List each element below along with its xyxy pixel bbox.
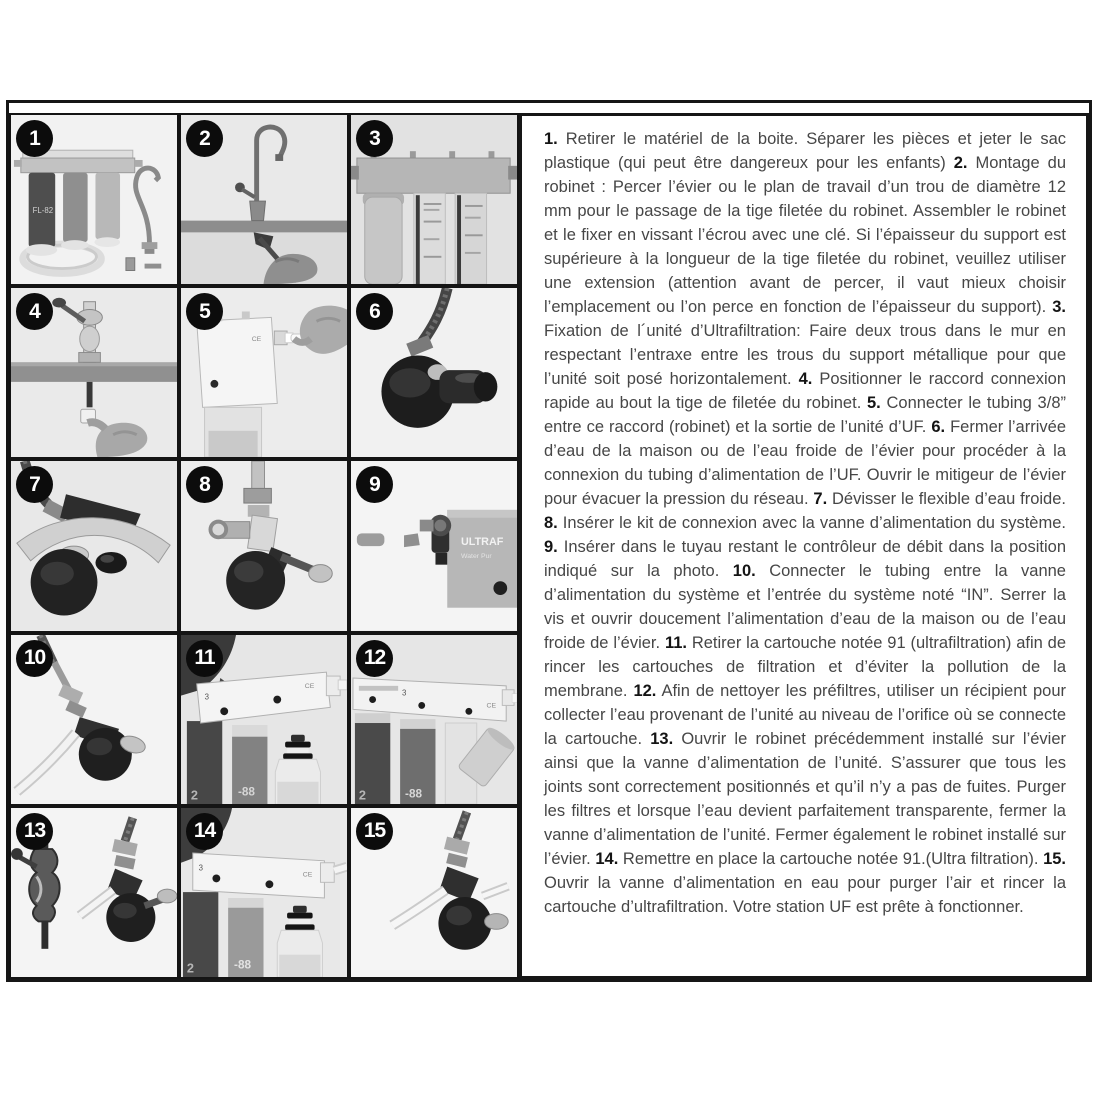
step-number-badge: 12 [356, 640, 393, 677]
unit-brand-label: ULTRAF [461, 536, 504, 549]
instructions-text: 1. Retirer le matériel de la boite. Séparer les pièces et jeter le sac plastique (qui peut être dangereux pour les enfants) 2. Montage du robinet : Percer l’évier ou le plan de travail d’un trou de diamètre 12 mm pour le passage de la tige filetée du robinet. Assembler le robinet et le fixer en vissant l’écrou avec une clé. Si l’épaisseur du support est supérieure à la longueur de la tige filetée du robinet, veuillez utiliser une extension (attention avant de percer, il vaut mieux choisir l’emplacement ou l’on perce en fonction de l’épaisseur du support). 3. Fixation de l´unité d’Ultrafiltration: Faire deux trous dans le mur en respectant l’entraxe entre les trous du support métallique pour que l’unité soit posé horizontalement. 4. Positionner le raccord connexion rapide au bout la tige de filetée du robinet. 5. Connecter le tubing 3/8” entre ce raccord (robinet) et la sortie de l’unité d’UF. 6. Fermer l’arrivée d’eau de la maison ou de l’eau froide de l’évier pour procéder à la connexion du tubing d’alimentation de l’UF. Ouvrir le mitigeur de l’évier pour évacuer la pression du réseau. 7. Dévisser le flexible d’eau froide. 8. Insérer le kit de connexion avec la vanne d’alimentation du système. 9. Insérer dans le tuyau restant le contrôleur de débit dans la position indiqué sur la photo. 10. Connecter le tubing entre la vanne d’alimentation du système et l’entrée du système noté “IN”. Serrer la vis et ouvrir doucement l’alimentation d’eau de la maison ou de l’eau froide de l’évier. 11. Retirer la cartouche notée 91 (ultrafiltration) afin de rincer les cartouches de filtration et d’éviter la pollution de la membrane. 12. Afin de nettoyer les préfiltres, utiliser un récipient pour collecter l’eau provenant de l’unité au niveau de l’orifice où se connecte la cartouche. 13. Ouvrir le robinet précédemment installé sur l’évier ainsi que la vanne d’alimentation de l’unité. S’assurer que tous les joints sont correctement positionnés et qu’il n’y a pas de fuites. Purger les filtres et lorsque l’eau devient parfaitement transparente, fermer la vanne d’alimentation de l’unité. Fermer également le robinet installé sur l’évier. 14. Remettre en place la cartouche notée 91.(Ultra filtration). 15. Ouvrir la vanne d’alimentation en eau pour purger l’air et rincer la cartouche d’ultrafiltration. Votre station UF est prête à fonctionner. [544, 130, 1067, 916]
step-number-10: 10. [732, 562, 756, 580]
figure-cell-clean-prefilters [349, 633, 519, 806]
cartridge-label-fl82: FL-82 [32, 205, 54, 215]
white-tubing [334, 866, 347, 870]
filter-head [197, 318, 278, 408]
figure-cell-faucet-mounting [179, 113, 349, 286]
flow-restrictor [404, 534, 420, 548]
step-number-badge: 3 [356, 120, 393, 157]
step-number-badge: 11 [186, 640, 223, 677]
step-number-badge: 8 [186, 466, 223, 503]
cartridge-label-2: 2 [190, 786, 198, 802]
instructions-panel [519, 113, 1089, 979]
port-number: 3 [402, 688, 407, 698]
step-number-7: 7. [813, 490, 828, 508]
unit-logo-dot [493, 582, 507, 596]
cartridge-label-88: -88 [234, 958, 252, 972]
cartridge-label-88: -88 [237, 785, 255, 798]
figure-cell-open-faucet-valve [9, 806, 179, 979]
unit-sub-label: Water Pur [461, 553, 492, 561]
tube-segment [357, 534, 385, 547]
figure-cell-cold-water-hose [9, 459, 179, 632]
threaded-stem [87, 382, 93, 407]
o-ring [285, 741, 311, 747]
step-number-1: 1. [544, 130, 558, 148]
figure-cell-remove-cartridge [179, 633, 349, 806]
figure-cell-tubing-uf-outlet [179, 286, 349, 459]
cartridge-label-2: 2 [186, 960, 195, 976]
step-number-3: 3. [1052, 298, 1066, 316]
ce-mark: CE [251, 336, 262, 343]
step-number-badge: 5 [186, 293, 223, 330]
cartridge-label-88: -88 [405, 786, 423, 800]
cartridge-label-2: 2 [358, 786, 366, 802]
step-number-badge: 6 [356, 293, 393, 330]
ce-mark: CE [304, 682, 315, 690]
step-number-5: 5. [867, 394, 881, 412]
step-number-2: 2. [953, 154, 968, 172]
step-number-badge: 7 [16, 466, 53, 503]
step-number-badge: 14 [186, 813, 223, 850]
figure-cell-inlet-valve [349, 286, 519, 459]
faucet-valve-body [29, 849, 59, 921]
figure-cell-connection-kit [179, 459, 349, 632]
step-number-8: 8. [544, 514, 558, 532]
figure-cell-flow-controller [349, 459, 519, 632]
counter-edge [181, 221, 347, 233]
step-number-15: 15. [1043, 850, 1066, 868]
port-number: 3 [198, 863, 204, 873]
content-frame [6, 100, 1092, 982]
content-columns [9, 113, 1089, 979]
step-number-9: 9. [544, 538, 558, 556]
step-number-12: 12. [633, 682, 657, 700]
figure-cell-tubing-in-port [9, 633, 179, 806]
ce-mark: CE [486, 701, 497, 709]
figure-cell-unit-fixation [349, 113, 519, 286]
step-number-badge: 1 [16, 120, 53, 157]
figure-cell-open-supply-valve [349, 806, 519, 979]
step-number-13: 13. [650, 730, 674, 748]
supply-pipe [252, 461, 265, 490]
housing-sleeve [365, 197, 402, 284]
step-number-6: 6. [931, 418, 946, 436]
step-number-14: 14. [595, 850, 619, 868]
ce-mark: CE [302, 871, 313, 879]
o-ring [287, 912, 313, 918]
valve-flange [79, 728, 132, 781]
step-number-11: 11. [664, 634, 687, 652]
manifold-head [21, 158, 135, 173]
step-number-badge: 10 [16, 640, 53, 677]
figure-cell-kit-contents [9, 113, 179, 286]
step-number-badge: 2 [186, 120, 223, 157]
step-number-badge: 9 [356, 466, 393, 503]
step-number-badge: 15 [356, 813, 393, 850]
port-number: 3 [204, 692, 209, 702]
step-number-4: 4. [798, 370, 813, 388]
photo-grid [9, 113, 519, 979]
valve-flange [106, 893, 155, 942]
step-number-badge: 4 [16, 293, 53, 330]
step-number-badge: 13 [16, 813, 53, 850]
figure-cell-refit-cartridge [179, 806, 349, 979]
small-fitting [126, 258, 135, 271]
o-ring [283, 753, 312, 759]
water-level [209, 431, 258, 457]
manifold-head [357, 158, 510, 193]
figure-cell-quick-connector [9, 286, 179, 459]
o-ring [285, 924, 314, 930]
